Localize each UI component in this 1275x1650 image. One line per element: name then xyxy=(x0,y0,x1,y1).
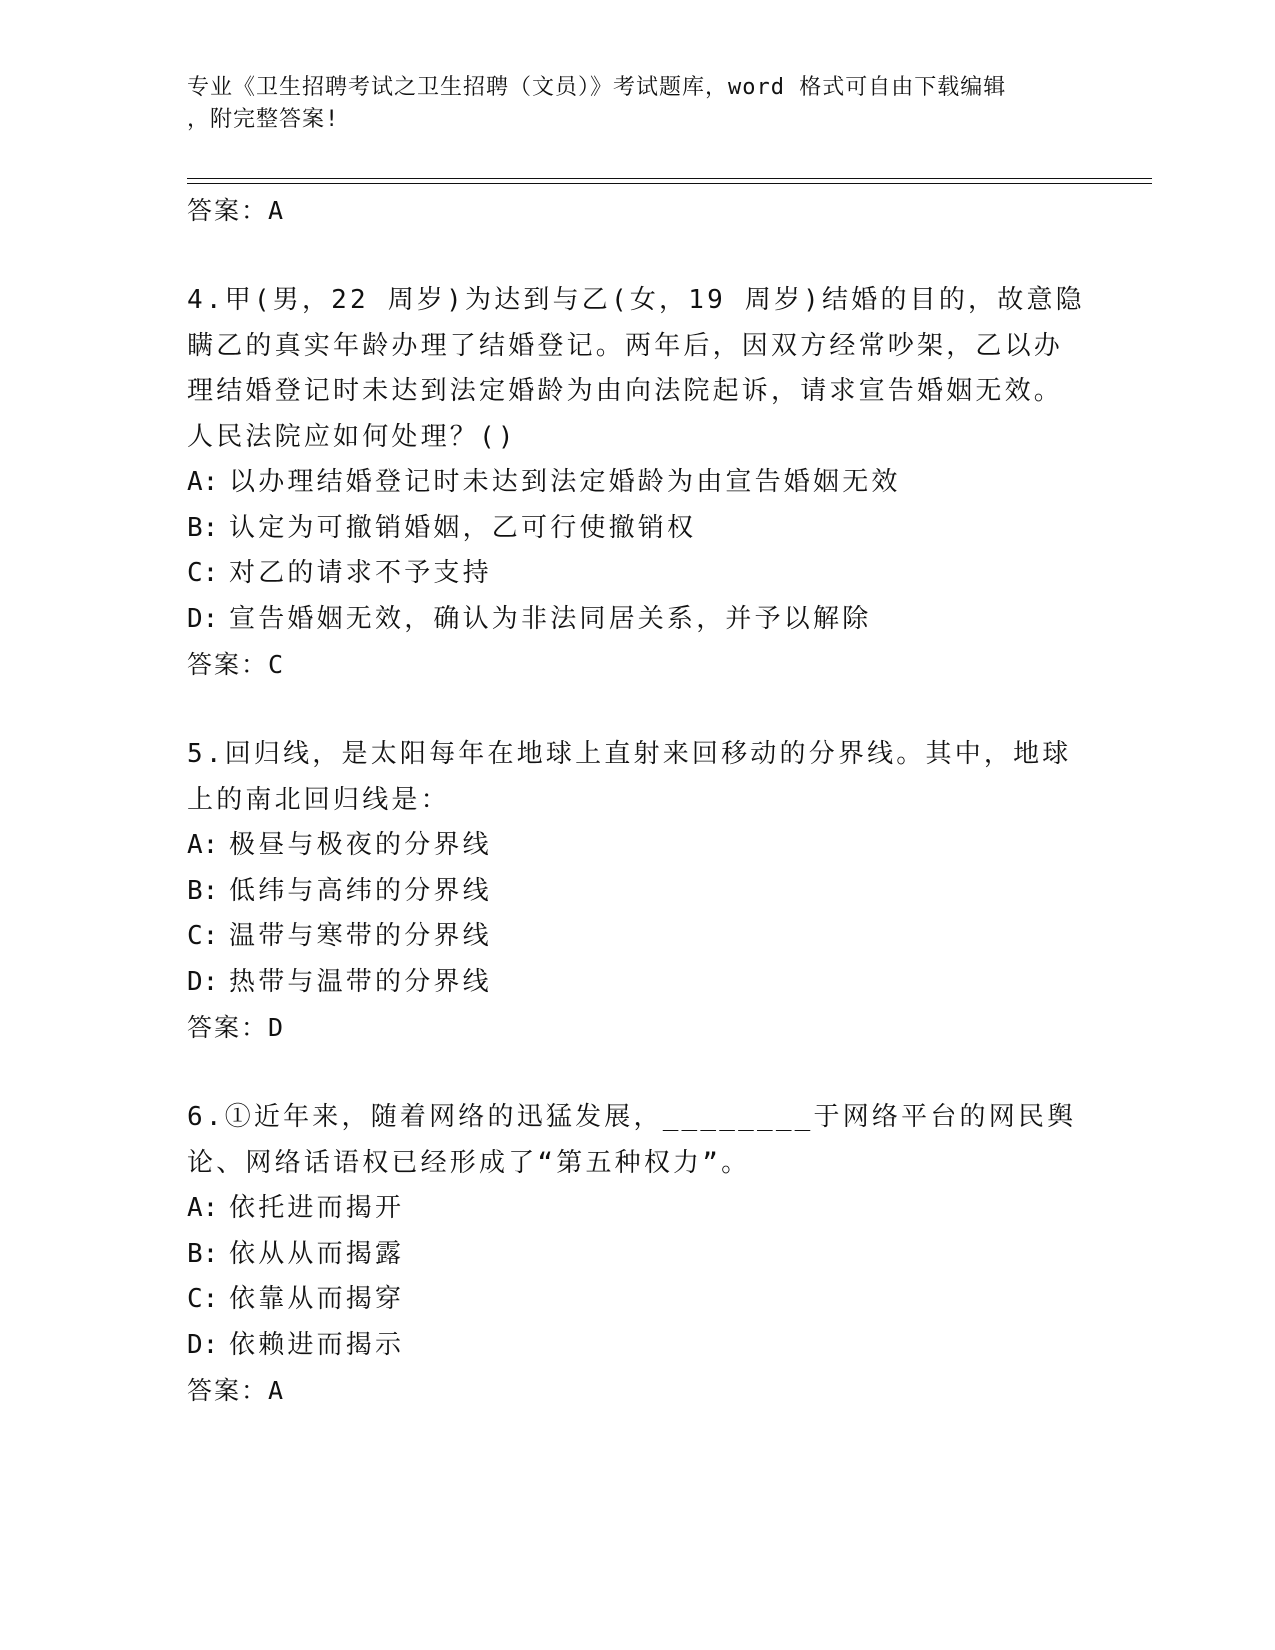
answer-value: A xyxy=(268,1376,285,1405)
document-body xyxy=(187,188,1087,1414)
answer-value: C xyxy=(268,650,285,679)
question-text: 5.回归线，是太阳每年在地球上直射来回移动的分界线。其中，地球上的南北回归线是： xyxy=(187,739,1072,815)
option-a: A: 以办理结婚登记时未达到法定婚龄为由宣告婚姻无效 xyxy=(187,467,901,497)
option-b: B: 认定为可撤销婚姻，乙可行使撤销权 xyxy=(187,512,697,543)
answer-label: 答案： xyxy=(187,1376,269,1405)
answer-label: 答案： xyxy=(187,196,269,225)
answer-label: 答案： xyxy=(187,1013,269,1042)
option-b: B: 依从从而揭露 xyxy=(187,1238,405,1269)
answer-value: A xyxy=(268,196,285,225)
option-b: B: 低纬与高纬的分界线 xyxy=(187,875,492,906)
question-answer xyxy=(187,1368,1087,1414)
option-c: C: 温带与寒带的分界线 xyxy=(187,921,492,951)
option-c: C: 依靠从而揭穿 xyxy=(187,1284,405,1314)
question-answer xyxy=(187,642,1087,688)
question-text: 6.①近年来，随着网络的迅猛发展，________于网络平台的网民舆论、网络话语权已经形成了“第五种权力”。 xyxy=(187,1102,1077,1178)
question-6 xyxy=(187,1095,1087,1414)
option-a: A: 依托进而揭开 xyxy=(187,1193,405,1223)
option-d: D: 宣告婚姻无效，确认为非法同居关系，并予以解除 xyxy=(187,603,872,634)
question-5 xyxy=(187,732,1087,1051)
option-d: D: 热带与温带的分界线 xyxy=(187,966,492,997)
header-rule-bottom xyxy=(187,183,1152,184)
option-d: D: 依赖进而揭示 xyxy=(187,1329,405,1360)
answer-label: 答案： xyxy=(187,650,269,679)
header-line-2: ，附完整答案! xyxy=(187,107,340,132)
page-header xyxy=(187,72,1067,136)
header-rule-top xyxy=(187,178,1152,179)
question-text: 4.甲(男，22 周岁)为达到与乙(女，19 周岁)结婚的目的，故意隐瞒乙的真实年龄办理了结婚登记。两年后，因双方经常吵架，乙以办理结婚登记时未达到法定婚龄为由向法院起诉，请求宣告婚姻无效。人民法院应如何处理？() xyxy=(187,285,1085,452)
header-line-1: 专业《卫生招聘考试之卫生招聘（文员）》考试题库，word 格式可自由下载编辑 xyxy=(187,75,1007,100)
option-c: C: 对乙的请求不予支持 xyxy=(187,558,492,588)
question-4 xyxy=(187,278,1087,688)
option-a: A: 极昼与极夜的分界线 xyxy=(187,830,492,860)
answer-value: D xyxy=(268,1013,285,1042)
question-answer xyxy=(187,1005,1087,1051)
previous-answer xyxy=(187,188,1087,234)
